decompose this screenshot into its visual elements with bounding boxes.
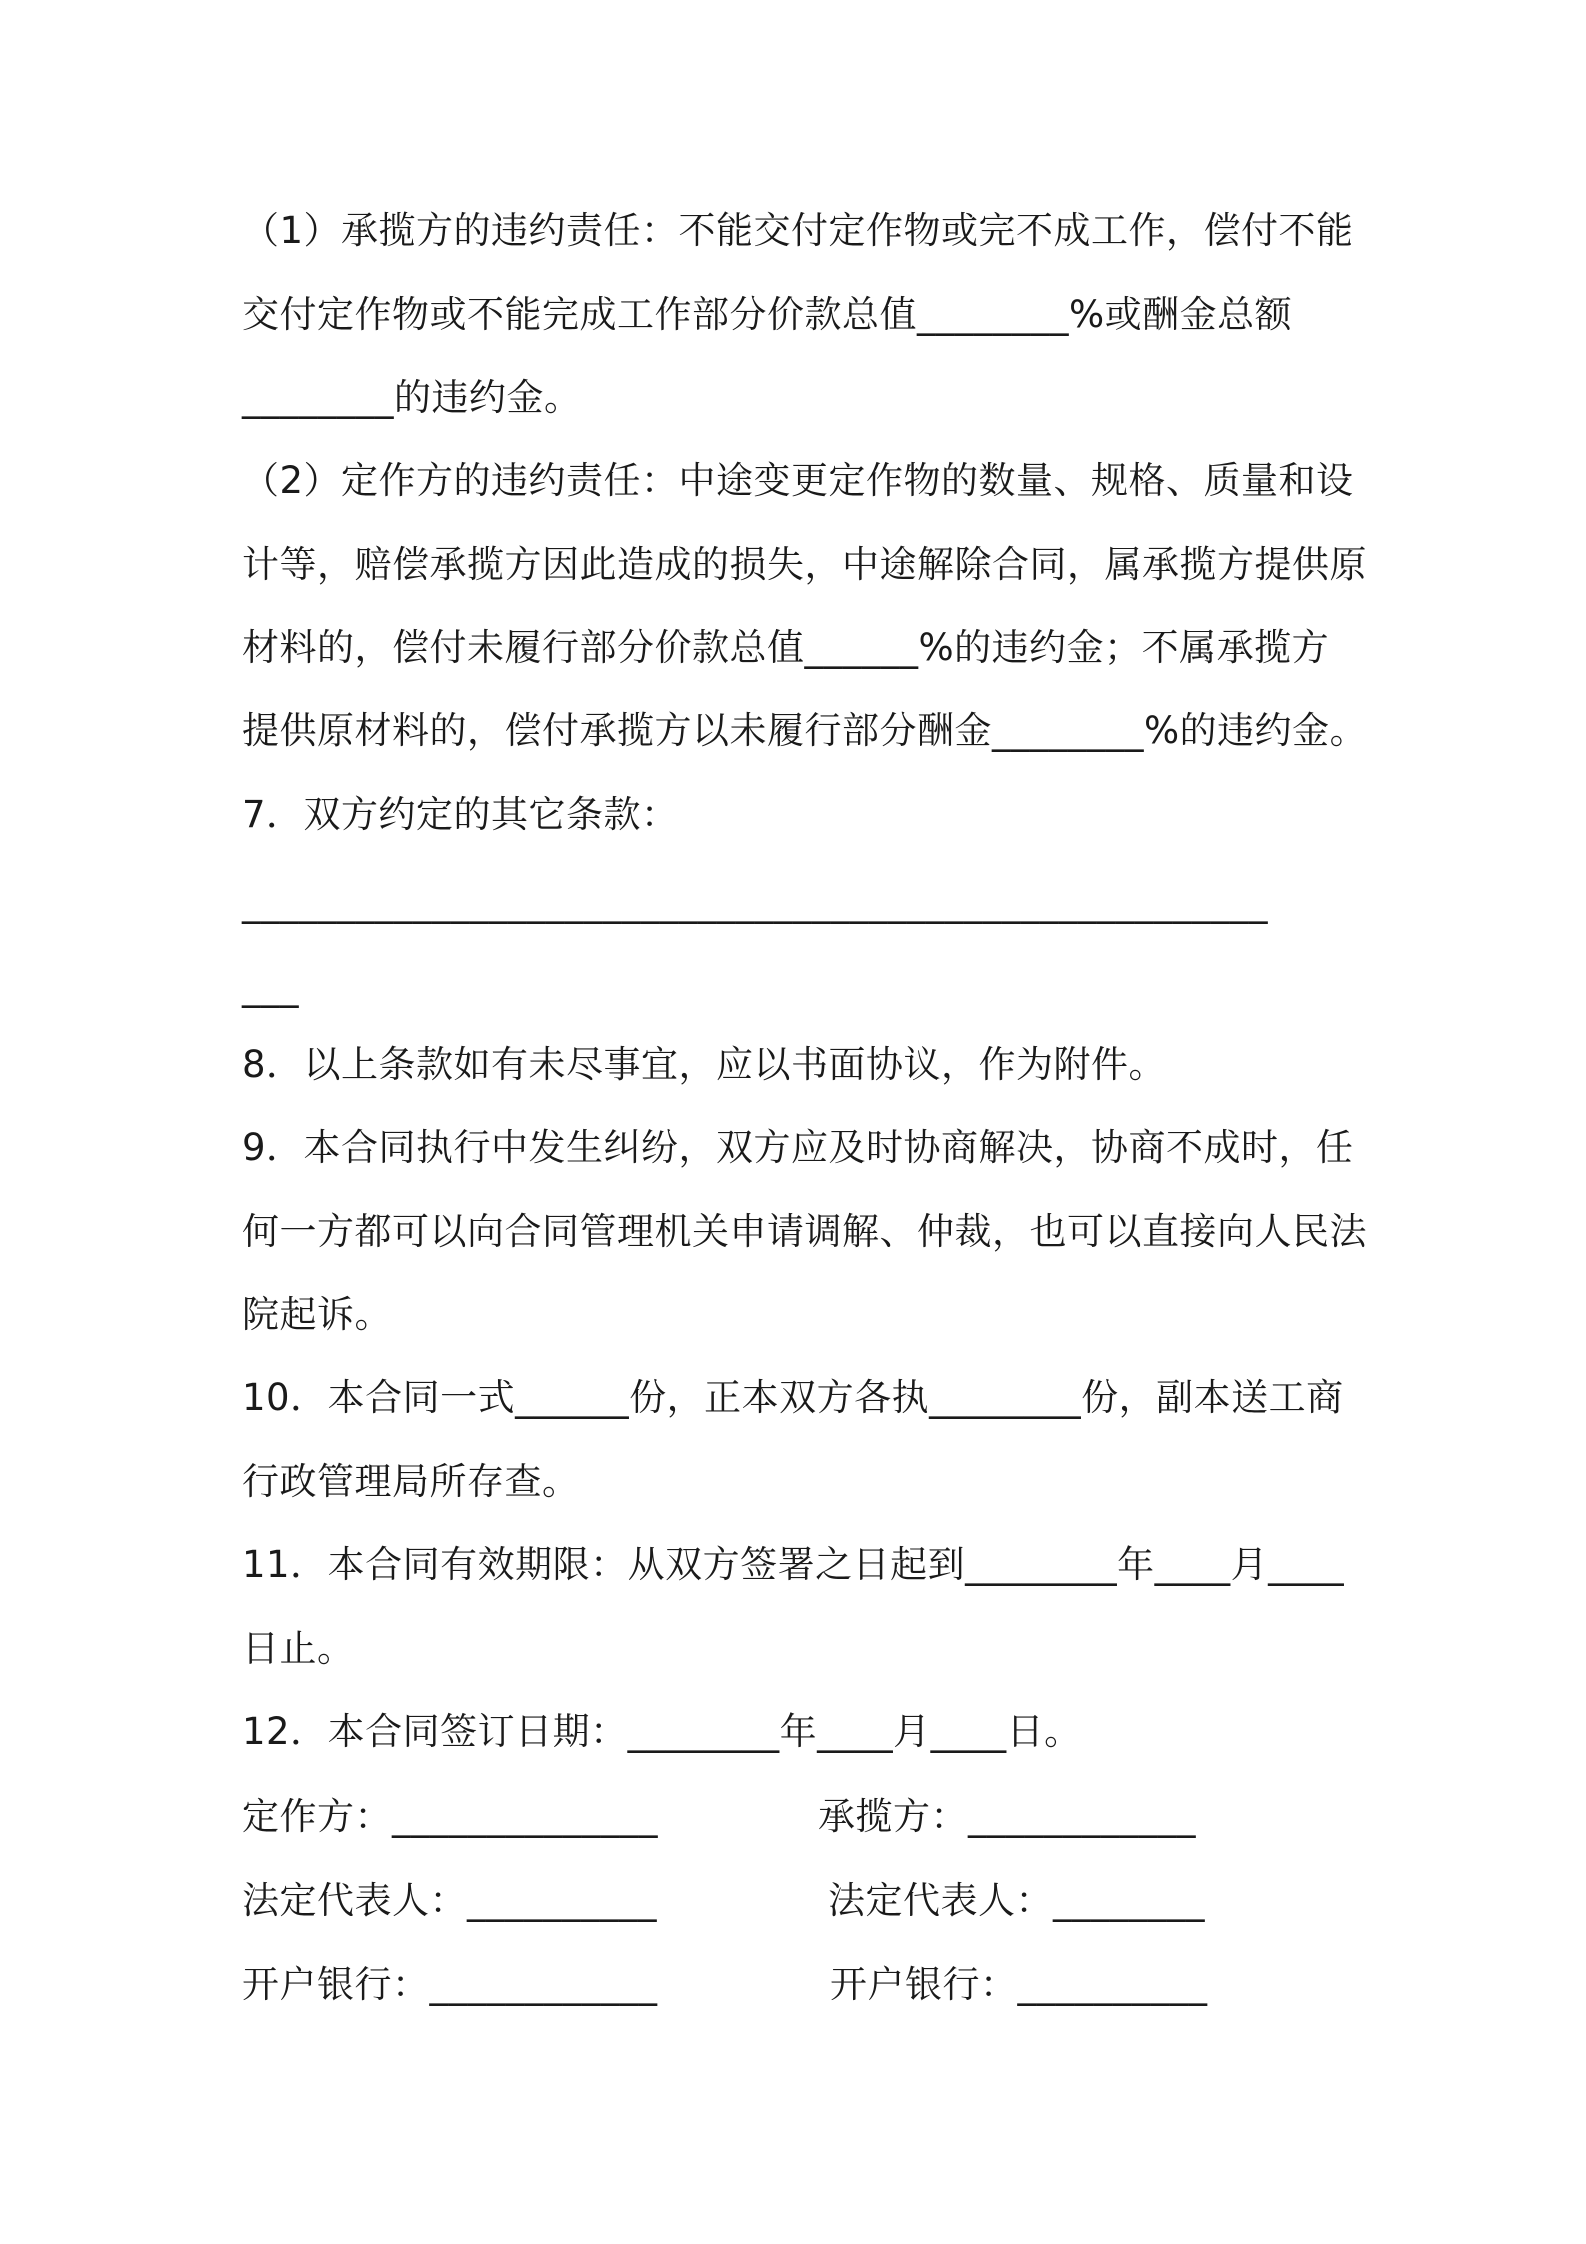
clause-9-line-3: 院起诉。 <box>242 1293 392 1336</box>
clause-9-line-2: 何一方都可以向合同管理机关申请调解、仲裁，也可以直接向人民法 <box>242 1210 1367 1253</box>
signature-right-bank: 开户银行：__________ <box>830 1963 1208 2006</box>
clause-7-blank-line-1: ______________________________________________________ <box>242 881 1268 924</box>
clause-12-line: 12．本合同签订日期：________年____月____日。 <box>242 1710 1082 1753</box>
signature-right-representative: 法定代表人：________ <box>828 1879 1205 1922</box>
clause-6-1-line-2: 交付定作物或不能完成工作部分价款总值________%或酬金总额 <box>242 293 1293 336</box>
clause-6-2-line-3: 材料的，偿付未履行部分价款总值______%的违约金；不属承揽方 <box>242 626 1330 669</box>
clause-6-2-line-2: 计等，赔偿承揽方因此造成的损失，中途解除合同，属承揽方提供原 <box>242 543 1367 586</box>
clause-8-line: 8．以上条款如有未尽事宜，应以书面协议，作为附件。 <box>242 1043 1167 1086</box>
clause-9-line-1: 9．本合同执行中发生纠纷，双方应及时协商解决，协商不成时，任 <box>242 1126 1354 1169</box>
signature-left-representative: 法定代表人：__________ <box>242 1879 657 1922</box>
clause-6-1-line-1: （1）承揽方的违约责任：不能交付定作物或完不成工作，偿付不能 <box>242 209 1354 252</box>
signature-right-party: 承揽方：____________ <box>818 1795 1196 1838</box>
clause-10-line-2: 行政管理局所存查。 <box>242 1460 580 1503</box>
signature-left-party: 定作方：______________ <box>242 1795 658 1838</box>
clause-6-2-line-4: 提供原材料的，偿付承揽方以未履行部分酬金________%的违约金。 <box>242 709 1368 752</box>
clause-11-line-1: 11．本合同有效期限：从双方签署之日起到________年____月____ <box>242 1543 1345 1586</box>
clause-11-line-2: 日止。 <box>242 1627 355 1670</box>
signature-left-bank: 开户银行：____________ <box>242 1963 658 2006</box>
clause-7-blank-line-2: ___ <box>242 965 299 1008</box>
clause-7-line: 7．双方约定的其它条款： <box>242 793 679 836</box>
clause-10-line-1: 10．本合同一式______份，正本双方各执________份，副本送工商 <box>242 1376 1344 1419</box>
clause-6-2-line-1: （2）定作方的违约责任：中途变更定作物的数量、规格、质量和设 <box>242 459 1354 502</box>
clause-6-1-line-3: ________的违约金。 <box>242 376 582 419</box>
